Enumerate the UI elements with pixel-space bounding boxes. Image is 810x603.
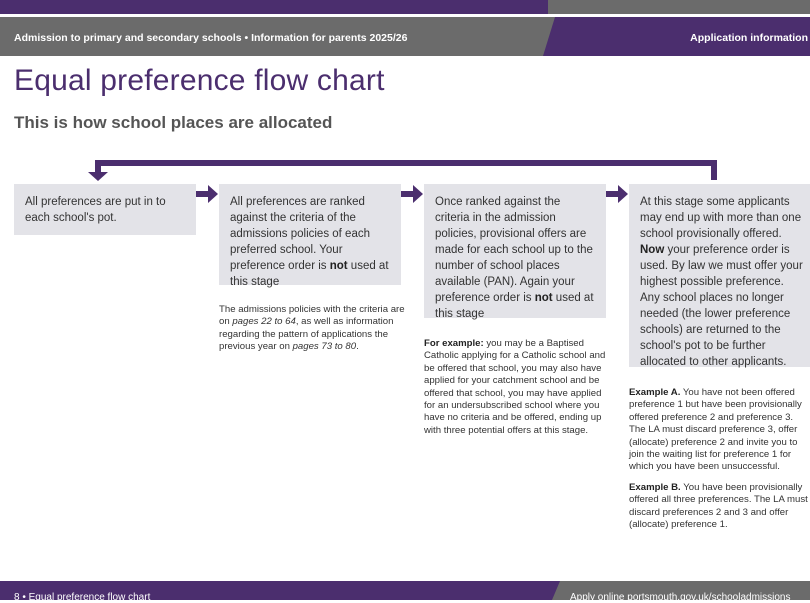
- header-publication-title: Admission to primary and secondary schools • Information for parents 2025/26: [14, 32, 408, 44]
- example-b-label: Example B.: [629, 481, 681, 493]
- flow-step-1-text: All preferences are put in to each school's pot.: [25, 196, 166, 224]
- top-strip: [0, 0, 810, 14]
- flow-step-2-text-after: used at this stage: [230, 260, 389, 288]
- step-2-note-text-1: The admissions policies with the criteria are on: [219, 304, 405, 328]
- footer-page-label: 8 • Equal preference flow chart: [14, 592, 151, 603]
- header-section-label: Application information: [690, 32, 808, 44]
- flow-arrow-2-icon: [401, 185, 423, 203]
- flow-step-3: [424, 184, 606, 318]
- flow-step-3-text-before: Once ranked against the criteria in the admission policies, provisional offers are made for each school up to the number of school places available (PAN). Again your preference order is: [435, 196, 593, 304]
- flow-step-2-emphasis: not: [329, 260, 348, 272]
- example-a-label: Example A.: [629, 387, 681, 398]
- example-a-text: You have not been offered preference 1 but have been provisionally offered preference 2 and preference 3. The LA must discard preference 3, offer (allocate) preference 2 and invite you to join the waiting list for preference 1 for which you have been unsuccessful.: [629, 387, 802, 473]
- flow-arrow-1-icon: [196, 185, 218, 203]
- step-3-note-text: you may be a Baptised Catholic applying for a Catholic school and be offered that school, you may also have applied for your catchment school and be offered that school, you may have applied for an undersubscribed school where you have no criteria and be offered, ending up with three potential offers at this stage.: [424, 338, 606, 436]
- step-3-note: [424, 338, 608, 437]
- flow-arrow-3-icon: [606, 185, 628, 203]
- step-2-note-page-ref-2: pages 73 to 80: [292, 341, 357, 353]
- flow-step-1: [14, 184, 196, 235]
- step-2-note-text-2: , as well as information regarding the pattern of applications the previous year on: [219, 316, 394, 353]
- flow-step-2-text-before: All preferences are ranked against the criteria of the admissions policies of each preferred school. Your preference order is: [230, 196, 370, 272]
- example-b-text: You have been provisionally offered all three preferences. The LA must discard preferences 2 and 3 and offer (allocate) preference 1.: [629, 481, 808, 531]
- flow-step-3-emphasis: not: [534, 292, 553, 304]
- step-3-note-label: For example:: [424, 338, 484, 349]
- flow-step-4-emphasis: Now: [640, 244, 665, 256]
- step-2-note-text-3: .: [356, 341, 359, 353]
- top-strip-purple: [0, 0, 548, 14]
- footer-website-link[interactable]: Apply online portsmouth.gov.uk/schooladmissions: [570, 592, 791, 603]
- example-a: [629, 387, 810, 474]
- flow-step-4-text-after: your preference order is used. By law we must offer your highest possible preference. Any school places no longer needed (the lower preference schools) are returned to the school's pot to be further allocated to other applicants.: [640, 244, 803, 368]
- top-strip-grey: [548, 0, 810, 14]
- page-title: Equal preference flow chart: [14, 64, 385, 97]
- flow-step-2: [219, 184, 401, 288]
- flow-step-4-text-before: At this stage some applicants may end up with more than one school provisionally offered.: [640, 196, 802, 240]
- page-subtitle: This is how school places are allocated: [14, 113, 333, 132]
- step-4-notes: [629, 387, 810, 539]
- step-2-note: [219, 304, 405, 354]
- step-2-note-page-ref-1: pages 22 to 64: [232, 316, 296, 328]
- example-b: [629, 482, 810, 532]
- flow-step-3-text-after: used at this stage: [435, 292, 594, 320]
- flow-step-4: [629, 184, 810, 367]
